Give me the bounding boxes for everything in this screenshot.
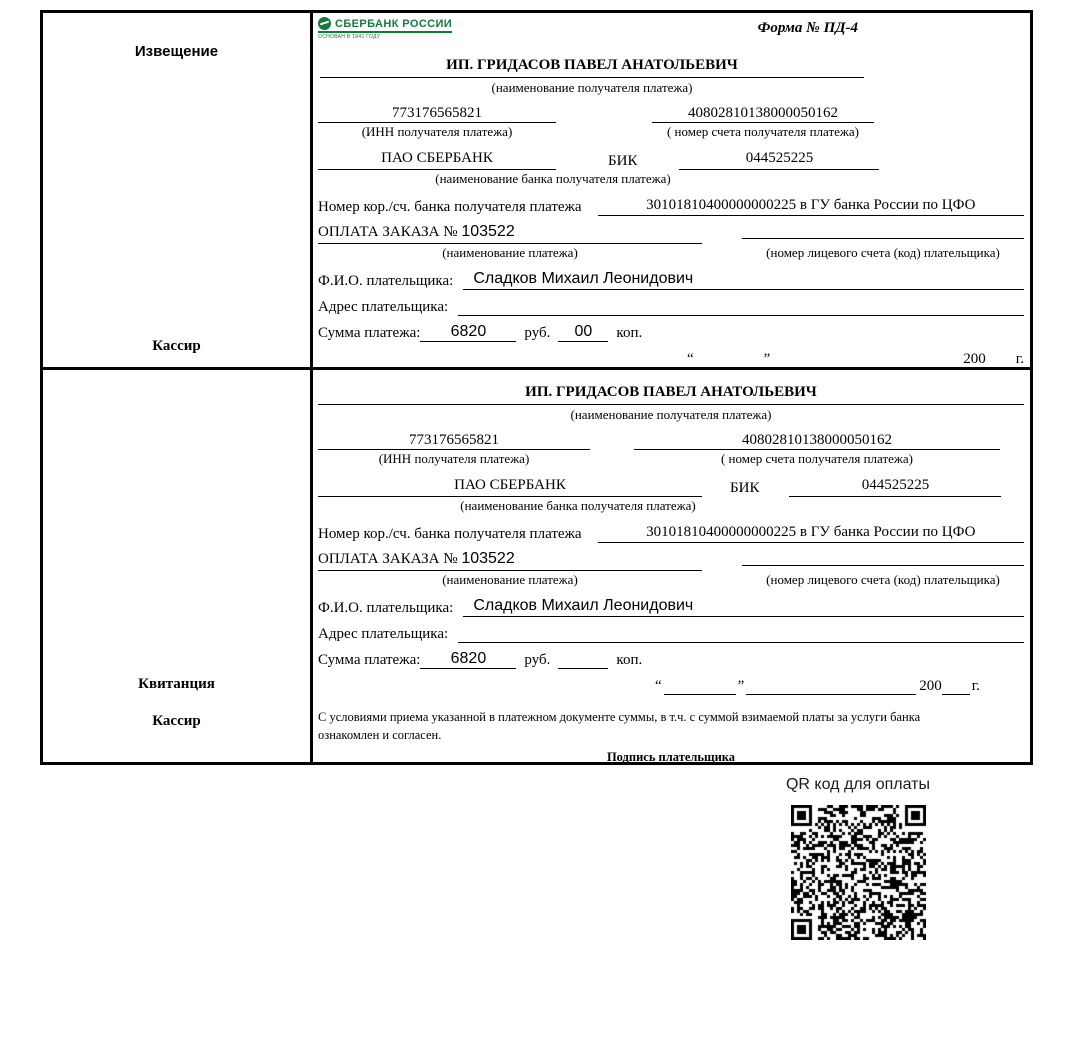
year-prefix: 200 [919, 678, 942, 694]
bank-bik-row [318, 477, 1024, 497]
order-number: 103522 [461, 223, 515, 240]
fio-row [318, 597, 1024, 617]
inn-account-row [318, 105, 1024, 123]
fio-label: Ф.И.О. плательщика: [318, 600, 454, 616]
close-quote: ” [737, 678, 745, 694]
year-prefix: 200 [963, 351, 986, 367]
date-day-field [696, 351, 762, 367]
fio-label: Ф.И.О. плательщика: [318, 273, 454, 289]
address-label: Адрес плательщика: [318, 299, 449, 315]
address-row [318, 297, 1024, 316]
notice-form-area [313, 13, 1030, 367]
payment-purpose-label: ОПЛАТА ЗАКАЗА № [318, 551, 462, 567]
caption-payment: (наименование платежа) [442, 245, 578, 260]
open-quote: “ [654, 678, 662, 694]
caption-bank: (наименование банка получателя платежа) [460, 498, 696, 513]
notice-label: Извещение [134, 43, 219, 60]
address-field [458, 624, 1024, 643]
corr-account-value: 30101810400000000225 в ГУ банка России по ЦФО [598, 524, 1024, 543]
corr-account-row [318, 524, 1024, 543]
sum-row [318, 650, 1024, 669]
address-label: Адрес плательщика: [318, 626, 449, 642]
payee-account-value: 40802810138000050162 [634, 432, 1000, 450]
caption-payee-name: (наименование получателя платежа) [570, 407, 772, 422]
rub-label: руб. [524, 325, 551, 341]
receipt-left-column [43, 370, 313, 762]
caption-personal-account: (номер лицевого счета (код) плательщика) [766, 572, 1000, 587]
kop-value [558, 650, 608, 669]
kop-label: коп. [616, 652, 643, 668]
bik-value: 044525225 [679, 150, 879, 170]
year-suffix: г. [1015, 351, 1024, 367]
sum-label: Сумма платежа: [318, 325, 421, 341]
fio-value: Сладков Михаил Леонидович [463, 270, 1024, 290]
date-month-field [772, 351, 960, 367]
date-month-field [746, 678, 916, 695]
pd4-document [40, 10, 1033, 765]
date-row [318, 351, 1024, 367]
caption-inn: (ИНН получателя платежа) [361, 124, 513, 139]
payer-signature-label: Подпись плательщика [606, 750, 736, 762]
open-quote: “ [686, 351, 694, 367]
payment-purpose-row [318, 550, 1024, 571]
qr-block [783, 776, 933, 945]
sberbank-logo-text: СБЕРБАНК РОССИИ [335, 17, 453, 30]
fio-value: Сладков Михаил Леонидович [463, 597, 1024, 617]
notice-section [43, 13, 1030, 370]
inn-account-row [318, 432, 1024, 450]
bik-label: БИК [608, 153, 638, 169]
payee-inn-value: 773176565821 [318, 105, 556, 123]
payment-purpose-label: ОПЛАТА ЗАКАЗА № [318, 224, 462, 240]
close-quote: ” [763, 351, 771, 367]
qr-label: QR код для оплаты [785, 776, 930, 793]
agreement-text [318, 709, 1024, 744]
rub-label: руб. [524, 652, 551, 668]
cashier-label: Кассир [152, 713, 201, 729]
date-row [318, 678, 1024, 695]
sberbank-logo-tagline: ОСНОВАН В 1841 ГОДУ [318, 34, 381, 40]
address-row [318, 624, 1024, 643]
bik-value: 044525225 [789, 477, 1001, 497]
caption-account: ( номер счета получателя платежа) [666, 124, 860, 139]
caption-personal-account: (номер лицевого счета (код) плательщика) [766, 245, 1000, 260]
receipt-section [43, 370, 1030, 762]
payee-account-value: 40802810138000050162 [652, 105, 874, 123]
year-field [942, 678, 970, 695]
sum-row [318, 323, 1024, 342]
caption-inn: (ИНН получателя платежа) [378, 451, 530, 466]
corr-account-label: Номер кор./сч. банка получателя платежа [318, 199, 582, 215]
cashier-label: Кассир [152, 338, 201, 354]
caption-payee-name: (наименование получателя платежа) [491, 80, 693, 95]
order-number: 103522 [461, 550, 515, 567]
corr-account-row [318, 197, 1024, 216]
agreement-line2: ознакомлен и согласен. [318, 727, 442, 742]
corr-account-label: Номер кор./сч. банка получателя платежа [318, 526, 582, 542]
sum-value: 6820 [420, 323, 516, 342]
payee-name: ИП. ГРИДАСОВ ПАВЕЛ АНАТОЛЬЕВИЧ [320, 57, 864, 78]
payment-purpose-row [318, 223, 1024, 244]
sberbank-logo [318, 17, 452, 40]
address-field [458, 297, 1024, 316]
date-day-field [664, 678, 736, 695]
sum-label: Сумма платежа: [318, 652, 421, 668]
bik-label: БИК [730, 480, 760, 496]
caption-bank: (наименование банка получателя платежа) [435, 171, 671, 186]
kop-value: 00 [558, 323, 608, 342]
kop-label: коп. [616, 325, 643, 341]
qr-code [791, 805, 926, 940]
receipt-label: Квитанция [138, 676, 215, 692]
payee-name: ИП. ГРИДАСОВ ПАВЕЛ АНАТОЛЬЕВИЧ [318, 384, 1024, 405]
agreement-line1: С условиями приема указанной в платежном документе суммы, в т.ч. с суммой взимаемой платы за услуги банка [318, 710, 921, 724]
bank-name-value: ПАО СБЕРБАНК [318, 477, 702, 497]
fio-row [318, 270, 1024, 290]
notice-left-column [43, 13, 313, 367]
year-suffix: г. [971, 678, 980, 694]
form-number: Форма № ПД-4 [757, 20, 858, 36]
year-field [986, 351, 1014, 367]
sum-value: 6820 [420, 650, 516, 669]
sberbank-logo-icon [318, 17, 331, 30]
caption-payment: (наименование платежа) [442, 572, 578, 587]
payee-inn-value: 773176565821 [318, 432, 590, 450]
notice-header-row [318, 17, 1024, 57]
bank-name-value: ПАО СБЕРБАНК [318, 150, 556, 170]
corr-account-value: 30101810400000000225 в ГУ банка России по ЦФО [598, 197, 1024, 216]
personal-account-field [742, 224, 1024, 239]
caption-account: ( номер счета получателя платежа) [720, 451, 914, 466]
bank-bik-row [318, 150, 1024, 170]
personal-account-field [742, 551, 1024, 566]
receipt-form-area [313, 370, 1030, 762]
